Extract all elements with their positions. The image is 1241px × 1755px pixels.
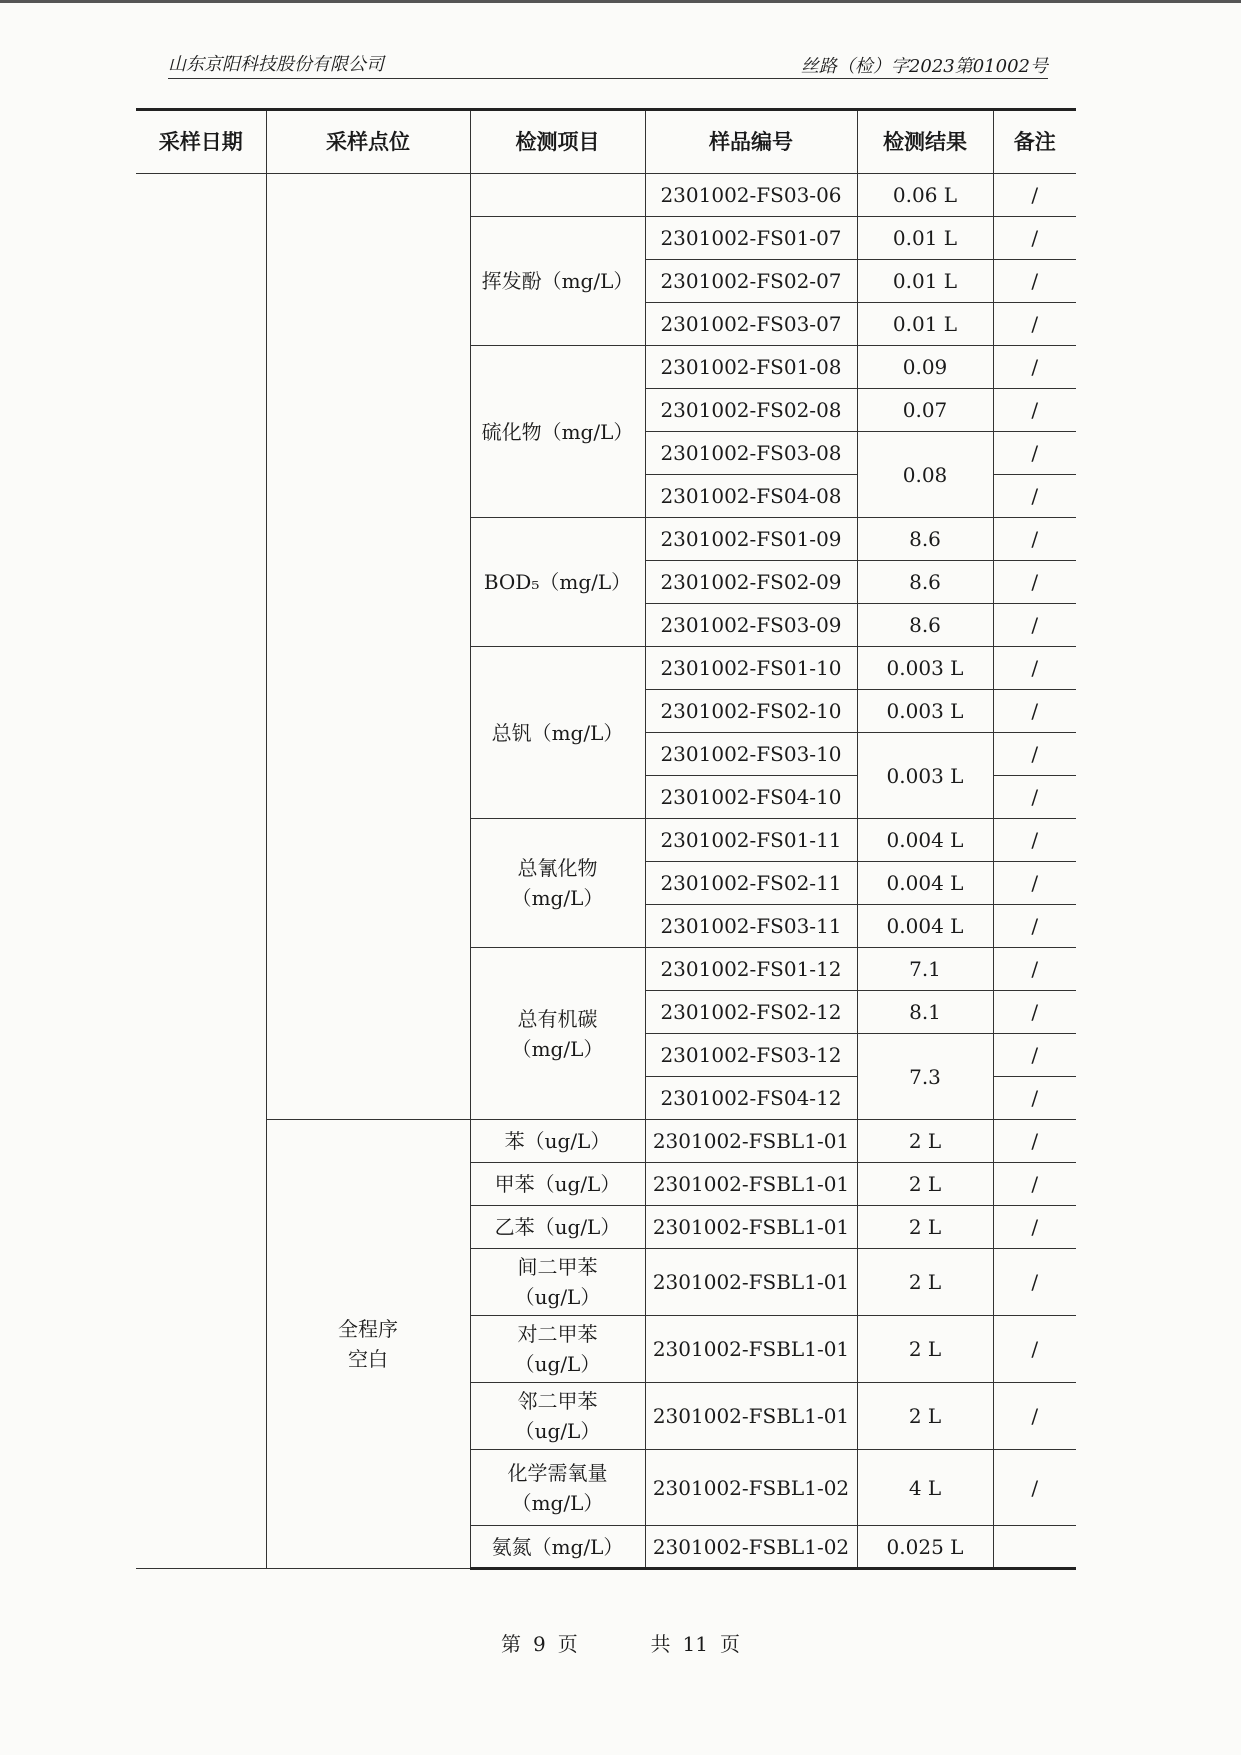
sample-id-cell: 2301002-FS04-10 <box>645 776 857 819</box>
result-cell: 0.003 L <box>857 690 993 733</box>
note-cell: / <box>993 1206 1076 1249</box>
note-cell: / <box>993 1034 1076 1077</box>
result-cell: 8.1 <box>857 991 993 1034</box>
sample-id-cell: 2301002-FS02-11 <box>645 862 857 905</box>
note-cell: / <box>993 948 1076 991</box>
sample-id-cell: 2301002-FSBL1-01 <box>645 1316 857 1383</box>
sample-id-cell: 2301002-FS03-12 <box>645 1034 857 1077</box>
result-cell: 0.01 L <box>857 260 993 303</box>
sample-id-cell: 2301002-FS01-08 <box>645 346 857 389</box>
sample-id-cell: 2301002-FS03-06 <box>645 174 857 217</box>
sample-id-cell: 2301002-FS01-10 <box>645 647 857 690</box>
note-cell: / <box>993 1120 1076 1163</box>
sample-id-cell: 2301002-FS02-10 <box>645 690 857 733</box>
page-footer <box>0 1628 1241 1657</box>
column-header-result: 检测结果 <box>857 110 993 174</box>
test-item-cell: 氨氮（mg/L） <box>470 1526 645 1569</box>
page-header <box>168 44 1048 78</box>
current-page: 9 <box>533 1632 546 1656</box>
note-cell: / <box>993 604 1076 647</box>
note-cell: / <box>993 1163 1076 1206</box>
note-cell: / <box>993 1249 1076 1316</box>
page-indicator: 第 9 页 <box>501 1632 578 1656</box>
test-item-cell: 间二甲苯 （ug/L） <box>470 1249 645 1316</box>
note-cell: / <box>993 475 1076 518</box>
sample-id-cell: 2301002-FSBL1-02 <box>645 1526 857 1569</box>
result-cell: 8.6 <box>857 604 993 647</box>
note-cell: / <box>993 1450 1076 1526</box>
note-cell: / <box>993 1383 1076 1450</box>
page-top-edge <box>0 0 1241 3</box>
sample-id-cell: 2301002-FSBL1-02 <box>645 1450 857 1526</box>
document-number: 丝路（检）字2023第01002号 <box>800 56 1048 77</box>
sample-id-cell: 2301002-FS01-11 <box>645 819 857 862</box>
sample-id-cell: 2301002-FS01-12 <box>645 948 857 991</box>
note-cell: / <box>993 1316 1076 1383</box>
result-cell: 0.004 L <box>857 862 993 905</box>
result-cell: 2 L <box>857 1316 993 1383</box>
result-cell: 0.025 L <box>857 1526 993 1569</box>
result-cell: 0.003 L <box>857 733 993 819</box>
sample-id-cell: 2301002-FSBL1-01 <box>645 1163 857 1206</box>
sample-id-cell: 2301002-FS02-07 <box>645 260 857 303</box>
test-item-cell <box>470 174 645 217</box>
sample-id-cell: 2301002-FS02-08 <box>645 389 857 432</box>
test-item-cell: 对二甲苯 （ug/L） <box>470 1316 645 1383</box>
test-item-cell: 乙苯（ug/L） <box>470 1206 645 1249</box>
table-row <box>136 1120 1076 1163</box>
company-name: 山东京阳科技股份有限公司 <box>168 54 384 75</box>
test-item-cell: 总钒（mg/L） <box>470 647 645 819</box>
sample-id-cell: 2301002-FS04-08 <box>645 475 857 518</box>
note-cell: / <box>993 991 1076 1034</box>
note-cell: / <box>993 518 1076 561</box>
result-cell: 2 L <box>857 1383 993 1450</box>
sample-id-cell: 2301002-FSBL1-01 <box>645 1206 857 1249</box>
sample-id-cell: 2301002-FSBL1-01 <box>645 1249 857 1316</box>
result-cell: 4 L <box>857 1450 993 1526</box>
note-cell: / <box>993 303 1076 346</box>
note-cell: / <box>993 690 1076 733</box>
column-header-sample-id: 样品编号 <box>645 110 857 174</box>
table-body <box>136 174 1076 1569</box>
note-cell: / <box>993 432 1076 475</box>
test-item-cell: 硫化物（mg/L） <box>470 346 645 518</box>
result-cell: 2 L <box>857 1206 993 1249</box>
result-cell: 0.004 L <box>857 819 993 862</box>
result-cell: 2 L <box>857 1163 993 1206</box>
result-cell: 0.09 <box>857 346 993 389</box>
sample-id-cell: 2301002-FS02-09 <box>645 561 857 604</box>
sample-id-cell: 2301002-FS03-10 <box>645 733 857 776</box>
sample-id-cell: 2301002-FS03-09 <box>645 604 857 647</box>
test-item-cell: 总有机碳 （mg/L） <box>470 948 645 1120</box>
table-header-row <box>136 110 1076 174</box>
column-header-note: 备注 <box>993 110 1076 174</box>
column-header-location: 采样点位 <box>266 110 470 174</box>
sample-id-cell: 2301002-FS03-11 <box>645 905 857 948</box>
result-cell: 8.6 <box>857 561 993 604</box>
note-cell: / <box>993 819 1076 862</box>
sampling-date-cell <box>136 174 266 1569</box>
test-item-cell: 挥发酚（mg/L） <box>470 217 645 346</box>
sample-id-cell: 2301002-FSBL1-01 <box>645 1120 857 1163</box>
note-cell: / <box>993 905 1076 948</box>
result-cell: 0.08 <box>857 432 993 518</box>
header-rule <box>168 78 1048 79</box>
blank-location-cell: 全程序 空白 <box>266 1120 470 1569</box>
result-cell: 2 L <box>857 1120 993 1163</box>
column-header-item: 检测项目 <box>470 110 645 174</box>
test-item-cell: 邻二甲苯 （ug/L） <box>470 1383 645 1450</box>
result-cell: 0.004 L <box>857 905 993 948</box>
note-cell: / <box>993 862 1076 905</box>
result-cell: 0.01 L <box>857 303 993 346</box>
test-item-cell: 甲苯（ug/L） <box>470 1163 645 1206</box>
note-cell: / <box>993 647 1076 690</box>
total-pages-indicator: 共 11 页 <box>650 1632 740 1656</box>
note-cell: / <box>993 733 1076 776</box>
result-cell: 0.06 L <box>857 174 993 217</box>
result-cell: 8.6 <box>857 518 993 561</box>
results-table <box>136 108 1076 1570</box>
note-cell: / <box>993 561 1076 604</box>
result-cell: 7.3 <box>857 1034 993 1120</box>
sample-id-cell: 2301002-FS01-09 <box>645 518 857 561</box>
test-item-cell: 苯（ug/L） <box>470 1120 645 1163</box>
sample-id-cell: 2301002-FS04-12 <box>645 1077 857 1120</box>
note-cell <box>993 1526 1076 1569</box>
note-cell: / <box>993 1077 1076 1120</box>
sample-id-cell: 2301002-FS01-07 <box>645 217 857 260</box>
result-cell: 0.07 <box>857 389 993 432</box>
sampling-location-cell <box>266 174 470 1120</box>
table-row <box>136 174 1076 217</box>
test-item-cell: BOD₅（mg/L） <box>470 518 645 647</box>
note-cell: / <box>993 217 1076 260</box>
result-cell: 2 L <box>857 1249 993 1316</box>
column-header-date: 采样日期 <box>136 110 266 174</box>
result-cell: 0.01 L <box>857 217 993 260</box>
note-cell: / <box>993 389 1076 432</box>
sample-id-cell: 2301002-FS02-12 <box>645 991 857 1034</box>
result-cell: 7.1 <box>857 948 993 991</box>
sample-id-cell: 2301002-FS03-08 <box>645 432 857 475</box>
note-cell: / <box>993 260 1076 303</box>
sample-id-cell: 2301002-FS03-07 <box>645 303 857 346</box>
note-cell: / <box>993 776 1076 819</box>
result-cell: 0.003 L <box>857 647 993 690</box>
test-item-cell: 总氰化物 （mg/L） <box>470 819 645 948</box>
total-pages: 11 <box>682 1632 708 1656</box>
sample-id-cell: 2301002-FSBL1-01 <box>645 1383 857 1450</box>
note-cell: / <box>993 346 1076 389</box>
test-item-cell: 化学需氧量 （mg/L） <box>470 1450 645 1526</box>
note-cell: / <box>993 174 1076 217</box>
